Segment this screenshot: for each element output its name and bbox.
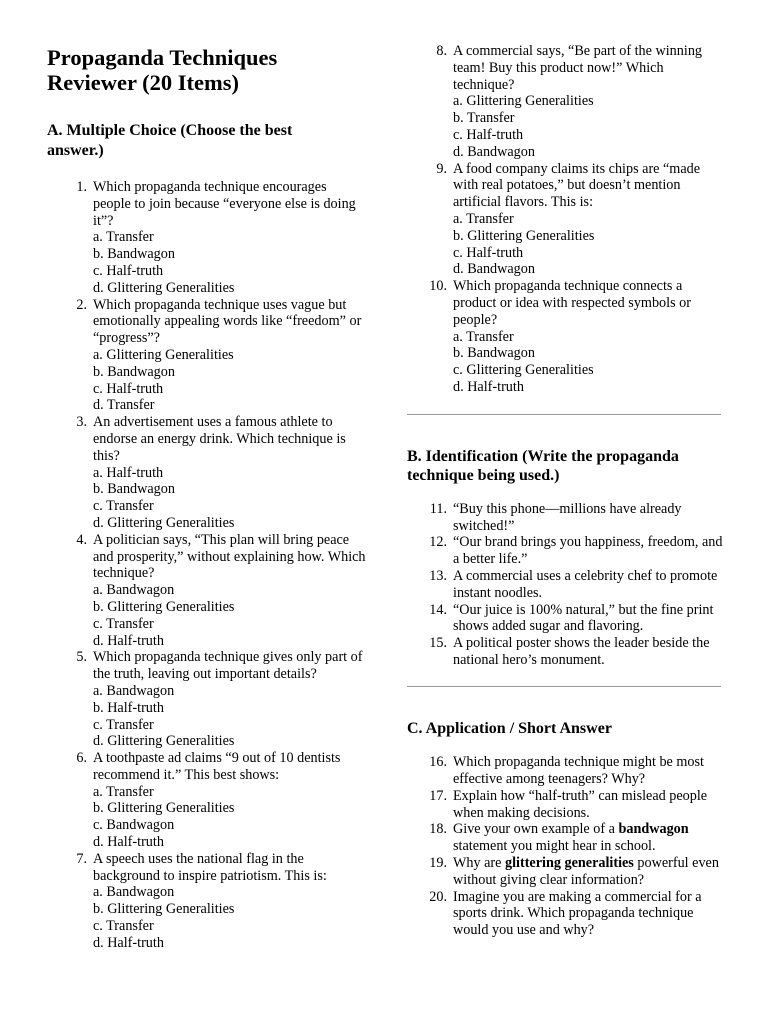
section-c-heading-text: C. Application / Short Answer: [407, 719, 612, 737]
question-number: 1.: [76, 179, 87, 195]
item-text: “Buy this phone—millions have already switched!”: [453, 500, 682, 534]
section-b-heading: [407, 447, 725, 486]
option-c: c. Half-truth: [93, 380, 164, 397]
question-number: 2.: [76, 296, 87, 313]
item-number: 19.: [429, 854, 447, 871]
option-b: b. Glittering Generalities: [93, 598, 235, 615]
option-c: c. Transfer: [93, 918, 154, 935]
short-answer-item: [407, 754, 725, 788]
section-c-heading: [407, 719, 725, 739]
option-a: a. Transfer: [93, 229, 154, 246]
option-b: b. Transfer: [453, 110, 515, 127]
option-d: d. Glittering Generalities: [93, 279, 235, 296]
mc-list-right: [407, 43, 725, 396]
option-d: d. Half-truth: [453, 378, 524, 395]
question-number: 6.: [76, 750, 87, 767]
option-a: a. Half-truth: [93, 464, 164, 481]
identification-item: [407, 534, 725, 568]
question-text: A speech uses the national flag in the background to inspire patriotism. This is:: [93, 850, 327, 884]
question-item: [47, 649, 367, 750]
question-item: [47, 532, 367, 650]
short-answer-item: [407, 788, 725, 822]
item-text-bold: glittering generalities: [505, 854, 634, 871]
option-d: d. Half-truth: [93, 934, 164, 951]
short-answer-list: [407, 754, 725, 939]
option-a: a. Bandwagon: [93, 582, 175, 599]
section-a-heading-line-1: A. Multiple Choice (Choose the best: [47, 122, 293, 139]
identification-item: [407, 501, 725, 535]
item-text: [453, 855, 725, 889]
identification-list: [407, 501, 725, 669]
identification-item: [407, 602, 725, 636]
item-number: 12.: [429, 534, 447, 551]
section-b-heading-line-1: B. Identification (Write the propaganda: [407, 447, 679, 465]
section-divider: [407, 686, 721, 687]
option-a: a. Glittering Generalities: [93, 346, 234, 363]
item-number: 14.: [429, 601, 447, 618]
question-text: A food company claims its chips are “made with real potatoes,” but doesn’t mention artificial flavors. This is:: [453, 160, 701, 211]
question-item: [47, 297, 367, 415]
item-number: 13.: [429, 567, 447, 584]
option-a: a. Transfer: [93, 783, 154, 800]
option-d: d. Glittering Generalities: [93, 514, 235, 531]
option-c: c. Transfer: [93, 498, 154, 515]
item-text: A commercial uses a celebrity chef to promote instant noodles.: [453, 567, 718, 601]
option-b: b. Bandwagon: [453, 345, 535, 362]
question-item: [47, 851, 367, 952]
section-divider: [407, 414, 721, 415]
question-text: Which propaganda technique uses vague but emotionally appealing words like “freedom” or “progress”?: [93, 296, 362, 347]
item-number: 18.: [429, 821, 447, 838]
identification-item: [407, 568, 725, 602]
question-text: A commercial says, “Be part of the winning team! Buy this product now!” Which technique?: [453, 43, 703, 93]
item-number: 17.: [429, 787, 447, 804]
option-b: b. Half-truth: [93, 699, 164, 716]
option-c: c. Half-truth: [93, 262, 164, 279]
option-b: b. Bandwagon: [93, 246, 175, 263]
item-text: “Our juice is 100% natural,” but the fine print shows added sugar and flavoring.: [453, 601, 714, 635]
question-number: 8.: [436, 43, 447, 59]
option-b: b. Glittering Generalities: [93, 800, 235, 817]
option-c: c. Half-truth: [453, 244, 524, 261]
item-text: Imagine you are making a commercial for a sports drink. Which propaganda technique would you use and why?: [453, 888, 702, 939]
mc-list-left: [47, 179, 367, 952]
option-b: b. Glittering Generalities: [93, 901, 235, 918]
title-line-2: Reviewer (20 Items): [47, 70, 240, 95]
option-d: d. Bandwagon: [453, 143, 535, 160]
item-text-pre: Why are: [453, 854, 505, 871]
section-a-heading: [47, 121, 367, 160]
question-number: 9.: [436, 160, 447, 177]
question-number: 3.: [76, 414, 87, 431]
item-number: 15.: [429, 635, 447, 652]
option-b: b. Glittering Generalities: [453, 227, 595, 244]
option-a: a. Bandwagon: [93, 884, 175, 901]
question-text: A toothpaste ad claims “9 out of 10 dentists recommend it.” This best shows:: [93, 750, 341, 783]
question-item: [47, 414, 367, 532]
option-b: b. Bandwagon: [93, 481, 175, 498]
option-a: a. Transfer: [453, 210, 514, 227]
question-text: A politician says, “This plan will bring peace and prosperity,” without explaining how. Which technique?: [93, 531, 366, 582]
item-text: Explain how “half-truth” can mislead people when making decisions.: [453, 787, 708, 821]
item-text: A political poster shows the leader beside the national hero’s monument.: [453, 635, 710, 668]
option-d: d. Half-truth: [93, 632, 164, 649]
option-a: a. Bandwagon: [93, 682, 175, 699]
page-title: [47, 45, 367, 95]
option-c: c. Transfer: [93, 615, 154, 632]
question-text: Which propaganda technique encourages people to join because “everyone else is doing it”?: [93, 179, 356, 229]
option-b: b. Bandwagon: [93, 363, 175, 380]
item-text-pre: Give your own example of a: [453, 821, 619, 838]
question-number: 5.: [76, 649, 87, 666]
right-column: [407, 0, 725, 939]
question-item: [47, 750, 367, 851]
option-a: a. Glittering Generalities: [453, 93, 594, 110]
question-item: [407, 43, 725, 161]
item-text-bold: bandwagon: [618, 821, 689, 838]
item-text: [453, 821, 725, 855]
item-text: Which propaganda technique might be most effective among teenagers? Why?: [453, 754, 704, 787]
question-number: 7.: [76, 850, 87, 867]
question-text: Which propaganda technique gives only part of the truth, leaving out important details?: [93, 649, 363, 683]
option-c: c. Transfer: [93, 716, 154, 733]
identification-item: [407, 635, 725, 669]
option-c: c. Bandwagon: [93, 817, 175, 834]
question-number: 10.: [429, 278, 447, 295]
option-a: a. Transfer: [453, 328, 514, 345]
option-d: d. Half-truth: [93, 834, 164, 851]
question-text: Which propaganda technique connects a product or idea with respected symbols or people?: [453, 278, 691, 328]
item-number: 16.: [429, 754, 447, 771]
question-text: An advertisement uses a famous athlete to endorse an energy drink. Which technique is this?: [93, 414, 346, 464]
section-b-heading-line-2: technique being used.): [407, 467, 560, 485]
item-text: “Our brand brings you happiness, freedom, and a better life.”: [453, 534, 723, 568]
item-number: 11.: [429, 500, 447, 517]
short-answer-item: [407, 889, 725, 939]
title-line-1: Propaganda Techniques: [47, 45, 278, 70]
short-answer-item: [407, 821, 725, 855]
option-c: c. Half-truth: [453, 126, 524, 143]
left-column: [47, 0, 367, 952]
question-item: [407, 161, 725, 279]
option-d: d. Glittering Generalities: [93, 733, 235, 750]
option-c: c. Glittering Generalities: [453, 362, 594, 379]
option-d: d. Bandwagon: [453, 261, 535, 278]
short-answer-item: [407, 855, 725, 889]
section-a-heading-line-2: answer.): [47, 141, 104, 159]
question-item: [407, 278, 725, 396]
question-number: 4.: [76, 531, 87, 548]
item-text-post: statement you might hear in school.: [453, 838, 656, 855]
option-d: d. Transfer: [93, 397, 155, 414]
item-text-post: powerful even without giving clear information?: [453, 854, 719, 888]
item-number: 20.: [429, 888, 447, 905]
question-item: [47, 179, 367, 297]
